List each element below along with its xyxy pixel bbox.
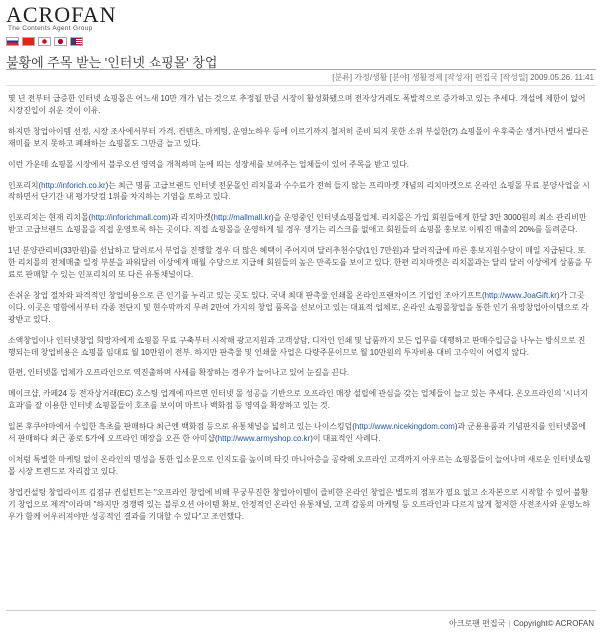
armyshop-link[interactable]: http://www.armyshop.co.kr — [217, 434, 311, 444]
paragraph: 1년 분양관리비(33만원)를 선납하고 달러로서 부업을 진행할 경우 더 많은 혜택이 주어지며 달러추천수당(1인 7만원)과 달러직급에 따른 홍보지원수당이 매일 지급된다. 또한 리치몰의 전체매출 일정 부분을 파워달러 이상에게 매월 수당으로 지급해 회원들의 높은 만족도를 보이고 있다. 한편 리치마켓은 리치몰과는 달리 달러 이상에게 상품을 무료로 판매할 수 있는 인포리치의 또 다른 유통채널이다. — [8, 246, 592, 279]
text-span: 인포리치( — [8, 180, 42, 190]
paragraph: 하지만 창업아이템 선정, 시장 조사에서부터 가격, 컨텐츠, 마케팅, 운영노하우 등에 이르기까지 철저히 준비 되지 못한 소위 부실한(?) 쇼핑몰이 우후죽순 생겨나면서 별다른 재미를 보지 못하고 폐쇄하는 쇼핑몰도 그만큼 늘고 있다. — [8, 126, 589, 148]
text-span: 일본 후쿠야마에서 수입한 흑초를 판매하다 최근엔 백화점 등으로 유통채널을 넓히고 있는 나이스킹덤( — [8, 422, 355, 432]
footer-copyright: Copyright© ACROFAN — [513, 619, 594, 628]
paragraph — [8, 421, 592, 445]
site-header — [0, 0, 600, 52]
text-span: )과 군용용품과 기념판지를 인터넷몰에서 판매하다 최근 종로 5가에 오프라인 매장을 오픈 한 아미샵( — [8, 422, 587, 444]
joagift-link[interactable]: http://www.JoaGift.kr — [484, 290, 557, 300]
text-span: )과 리치마켓( — [168, 213, 214, 223]
article-meta: [분류] 가정/생활 [분야] 생활경제 [작성자] 편집국 [작성일] 2009.05.26. 11:41 — [332, 73, 594, 82]
paragraph — [8, 212, 592, 236]
text-span: )가 그곳이다. 이곳은 명함에서부터 각종 전단지 및 현수막까지 무려 2만여 가지의 창업 품목을 선보이고 있는 대표적 업체로, 온라인 쇼핑몰창업을 통한 인기 유망창업아이템으로 각광받고 있다. — [8, 290, 589, 324]
paragraph — [8, 180, 592, 204]
footer — [449, 618, 594, 629]
text-span: )이 대표적인 사례다. — [310, 434, 381, 444]
russia-flag-icon[interactable] — [6, 37, 19, 46]
paragraph — [8, 290, 592, 326]
paragraph: 이런 가운데 쇼핑몰 시장에서 블루오션 영역을 개척하며 눈에 띄는 성장세를 보여주는 업체들이 있어 주목을 받고 있다. — [8, 159, 409, 169]
paragraph: 창업컨설팅 창업라이프 김점규 컨설턴트는 "오프라인 창업에 비해 무궁무진한 창업아이템이 즐비한 온라인 창업은 별도의 점포가 필요 없고 소자본으로 시작할 수 있어 불황기 창업으로 제격"이라며 "하지만 경쟁력 있는 블루오션 아이템 확보, 안정적인 온라인 유통채널, 고객 감동의 마케팅 등 오프라인과 다르지 않게 철저한 사전조사와 운영노하우가 함께 어우러져야만 성공적인 결과를 기대할 수 있다"고 조언했다. — [8, 487, 590, 521]
usa-flag-icon[interactable] — [70, 37, 83, 46]
meta-divider — [6, 85, 596, 86]
title-divider — [6, 69, 596, 70]
footer-editor: 아크로팬 편집국 — [449, 619, 506, 628]
japan-flag-icon[interactable] — [54, 37, 67, 46]
paragraph: 한편, 인터넷몰 업체가 오프라인으로 역진출하며 사세를 확장하는 경우가 늘어나고 있어 눈길을 끈다. — [8, 368, 350, 378]
inforichmall-link[interactable]: http://inforichmall.com — [91, 213, 168, 223]
china-flag-icon[interactable] — [22, 37, 35, 46]
footer-separator: | — [508, 619, 511, 628]
text-span: )는 최근 명품 고급브랜드 인터넷 전문몰인 리치몰과 수수료가 전혀 들지 않는 프리마켓 개념의 리치마켓으로 온라인 쇼핑몰 무료 분양사업을 시작하면서 단기간 내 평가닷컴 1위를 차지하는 기염을 토하고 있다. — [8, 180, 590, 202]
mallmall-link[interactable]: http://mallmall.kr — [213, 213, 272, 223]
text-span: 인포리치는 현재 리치몰( — [8, 213, 92, 223]
text-span: 손쉬운 창업 절차와 파격적인 창업비용으로 큰 인기를 누리고 있는 곳도 있다. 국내 최대 판촉물 인쇄몰 온라인프랜차이즈 기업인 조아기프트( — [8, 290, 485, 300]
paragraph: 메이크샵, 카페24 등 전자상거래(EC) 호스팅 업계에 따르면 인터넷 몰 성공을 기반으로 오프라인 매장 설립에 관심을 갖는 업체들이 늘고 있는 추세다. 온오프라인의 '시너지 효과'를 잘 이용한 인터넷 쇼핑몰들이 호조를 보이며 마트나 백화점 등 영역을 확장하고 있는 것. — [8, 389, 589, 411]
text-span: )을 운영중인 인터넷쇼핑몰업체. 리치몰은 가입 회원들에게 한달 3만 3000원의 최소 관리비만 받고 고급브랜드 쇼핑몰을 직접 운영토록 하는 곳이다. 직접 쇼핑몰을 운영하게 될 경우 생기는 리스크를 없애고 회원들의 쇼핑몰 홍보로 이뤄진 매출의 20%를 돌려준다. — [8, 213, 587, 235]
footer-divider — [6, 610, 596, 611]
inforich-link[interactable]: http://inforich.co.kr — [41, 180, 106, 190]
nicekingdom-link[interactable]: http://www.nicekingdom.com — [354, 422, 455, 432]
article-body — [8, 93, 592, 531]
acrofan-logo[interactable]: ACROFAN — [6, 2, 117, 27]
article-title: 불황에 주목 받는 '인터넷 쇼핑몰' 창업 — [6, 55, 218, 70]
logo-tagline: The Contents Agent Group — [8, 25, 93, 32]
korea-flag-icon[interactable] — [38, 37, 51, 46]
paragraph: 이처럼 특별한 마케팅 없이 온라인의 명성을 통한 입소문으로 인지도를 높이며 타깃 마니아층을 공략해 오프라인 고객까지 아우르는 쇼핑몰들이 늘어나며 새로운 인터넷쇼핑몰 시장 트렌드로 자리잡고 있다. — [8, 454, 591, 476]
language-flags — [6, 37, 83, 46]
paragraph: 몇 년 전부터 급증한 인터넷 쇼핑몰은 어느새 10만 개가 넘는 것으로 추정될 만큼 시장이 활성화됐으며 전자상거래도 폭발적으로 증가하고 있는 추세다. 개설에 제한이 없어 시장진입이 쉬운 것이 이유. — [8, 94, 586, 115]
paragraph: 소액창업이나 인터넷창업 희망자에게 쇼핑몰 무료 구축부터 시작해 광고지원과 고객상담, 디자인 인쇄 및 납품까지 모든 업무를 대행하고 판매수입금을 나누는 방식으로 진행되는데 창업비용은 쇼핑몰 임대료 월 10만원이 전부. 하지만 판촉물 및 인쇄물 사업은 다량주문이므로 월 10만원의 투자비용 대비 고수익이 어렵지 않다. — [8, 335, 586, 357]
